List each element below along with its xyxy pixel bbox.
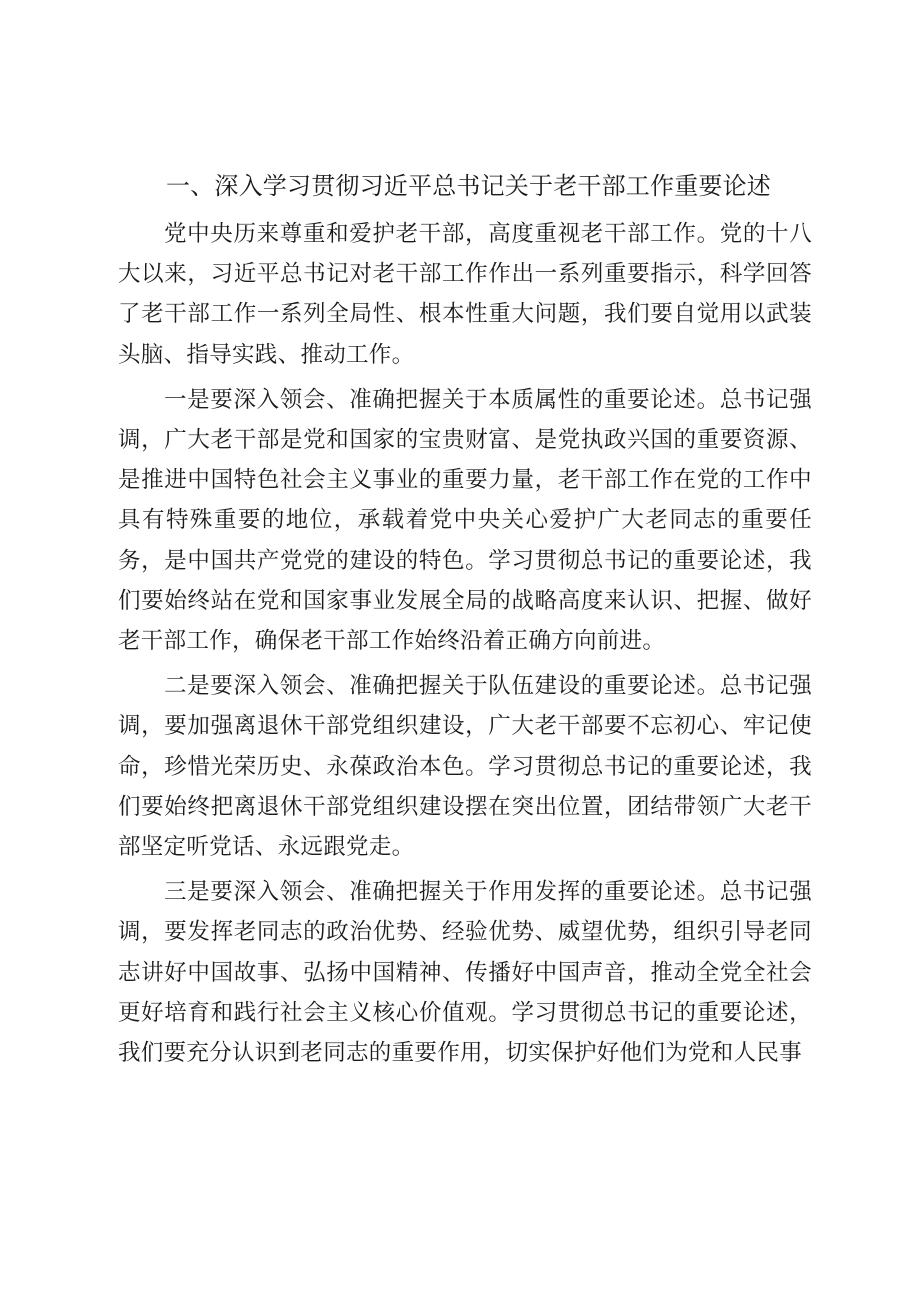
paragraph-point-two: 二是要深入领会、准确把握关于队伍建设的重要论述。总书记强调，要加强离退休干部党组织建设，广大老干部要不忘初心、牢记使命，珍惜光荣历史、永葆政治本色。学习贯彻总书记的重要论述，我们要始终把离退休干部党组织建设摆在突出位置，团结带领广大老干部坚定听党话、永远跟党走。 — [118, 673, 812, 861]
paragraph-intro: 党中央历来尊重和爱护老干部，高度重视老干部工作。党的十八大以来，习近平总书记对老干部工作作出一系列重要指示，科学回答了老干部工作一系列全局性、根本性重大问题，我们要自觉用以武装头脑、指导实践、推动工作。 — [118, 221, 812, 368]
paragraph-point-three: 三是要深入领会、准确把握关于作用发挥的重要论述。总书记强调，要发挥老同志的政治优势、经验优势、威望优势，组织引导老同志讲好中国故事、弘扬中国精神、传播好中国声音，推动全党全社会更好培育和践行社会主义核心价值观。学习贯彻总书记的重要论述，我们要充分认识到老同志的重要作用，切实保护好他们为党和人民事 — [118, 879, 812, 1067]
section-heading: 一、深入学习贯彻习近平总书记关于老干部工作重要论述 — [166, 172, 771, 200]
document-body — [118, 164, 812, 1078]
paragraph-point-one: 一是要深入领会、准确把握关于本质属性的重要论述。总书记强调，广大老干部是党和国家的宝贵财富、是党执政兴国的重要资源、是推进中国特色社会主义事业的重要力量，老干部工作在党的工作中具有特殊重要的地位，承载着党中央关心爱护广大老同志的重要任务，是中国共产党党的建设的特色。学习贯彻总书记的重要论述，我们要始终站在党和国家事业发展全局的战略高度来认识、把握、做好老干部工作，确保老干部工作始终沿着正确方向前进。 — [118, 386, 812, 655]
